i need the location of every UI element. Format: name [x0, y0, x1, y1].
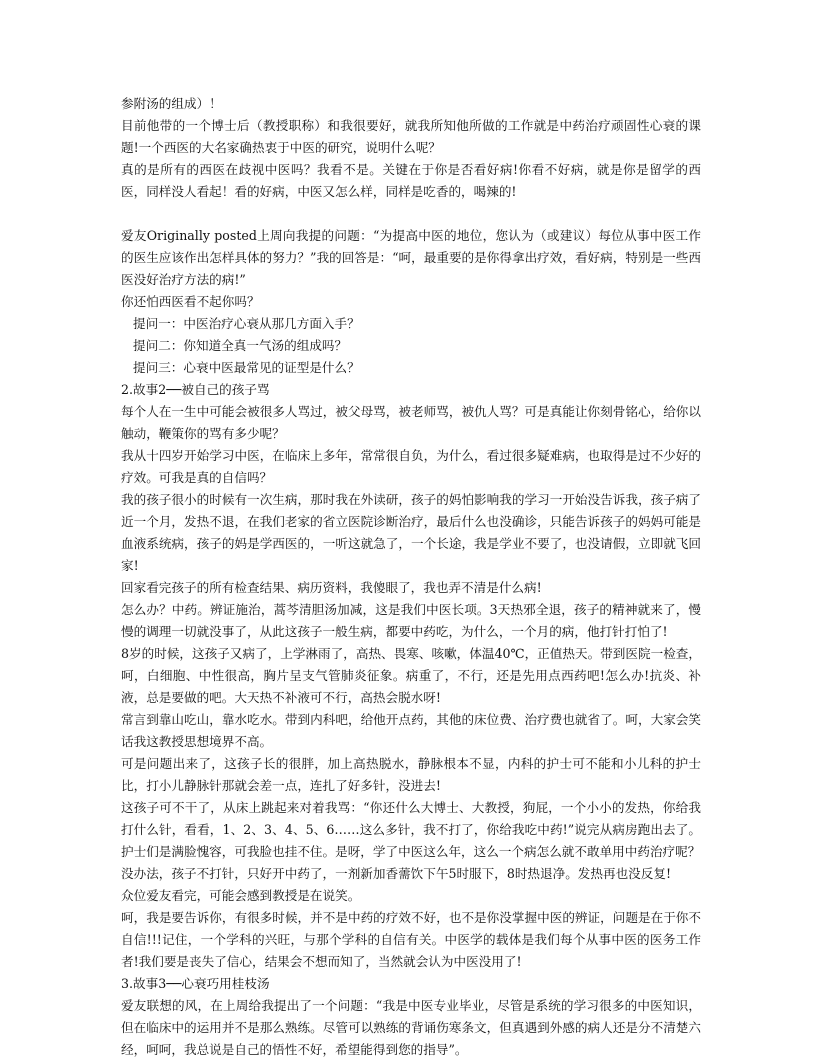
paragraph-17: 呵，我是要告诉你，有很多时候，并不是中药的疗效不好，也不是你没掌握中医的辨证，问题是在于你不自信!!!记住，一个学科的兴旺，与那个学科的自信有关。中医学的载体是我们每个从事中医的医务工作者!我们要是丧失了信心，结果会不想而知了，当然就会认为中医没用了!	[121, 910, 701, 969]
paragraph-5: 你还怕西医看不起你吗？	[121, 294, 260, 309]
paragraph-13: 可是问题出来了，这孩子长的很胖，加上高热脱水，静脉根本不显，内科的护士可不能和小儿科的护士比，打小儿静脉针那就会差一点，连扎了好多针，没进去!	[121, 756, 701, 793]
paragraph-8: 我的孩子很小的时候有一次生病，那时我在外读研，孩子的妈怕影响我的学习一开始没告诉我，孩子病了近一个月，发热不退，在我们老家的省立医院诊断治疗，最后什么也没确诊，只能告诉孩子的妈妈可能是血液系统病，孩子的妈是学西医的，一听这就急了，一个长途，我是学业不要了，也没请假，立即就飞回家!	[121, 492, 701, 573]
document-body	[121, 93, 701, 1061]
question-2: 提问二：你知道全真一气汤的组成吗？	[133, 338, 348, 353]
paragraph-3: 真的是所有的西医在歧视中医吗？我看不是。关键在于你是否看好病!你看不好病，就是你是留学的西医，同样没人看起！看的好病，中医又怎么样，同样是吃香的，喝辣的!	[121, 162, 701, 199]
paragraph-11: 8岁的时候，这孩子又病了，上学淋雨了，高热、畏寒、咳嗽，体温40℃，正值热天。带到医院一检查，呵，白细胞、中性很高，胸片呈支气管肺炎征象。病重了，不行，还是先用点西药吧!怎么办!抗炎、补液，总是要做的吧。大天热不补液可不行，高热会脱水呀!	[121, 646, 701, 705]
blank-line	[121, 203, 701, 225]
paragraph-15: 没办法，孩子不打针，只好开中药了，一剂新加香薷饮下午5时服下，8时热退净。发热再也没反复!	[121, 866, 672, 881]
paragraph-4: 爱友Originally posted上周向我提的问题：“为提高中医的地位，您认为（或建议）每位从事中医工作的医生应该作出怎样具体的努力？”我的回答是：“呵，最重要的是你得拿出疗效，看好病，特别是一些西医没好治疗方法的病!”	[121, 228, 701, 287]
question-1: 提问一：中医治疗心衰从那几方面入手？	[133, 316, 360, 331]
paragraph-18: 爱友联想的风，在上周给我提出了一个问题：“我是中医专业毕业，尽管是系统的学习很多的中医知识，但在临床中的运用并不是那么熟练。尽管可以熟练的背诵伤寒条文，但真遇到外感的病人还是分不清楚六经，呵呵，我总说是自己的悟性不好，希望能得到您的指导”。	[121, 998, 701, 1057]
section-heading-3: 3.故事3──心衰巧用桂枝汤	[121, 976, 270, 991]
paragraph-12: 常言到靠山吃山，靠水吃水。带到内科吧，给他开点药，其他的床位费、治疗费也就省了。呵，大家会笑话我这教授思想境界不高。	[121, 712, 701, 749]
paragraph-2: 目前他带的一个博士后（教授职称）和我很要好，就我所知他所做的工作就是中药治疗顽固性心衰的课题!一个西医的大名家确热衷于中医的研究，说明什么呢？	[121, 118, 701, 155]
section-heading-2: 2.故事2──被自己的孩子骂	[121, 382, 270, 397]
paragraph-10: 怎么办？中药。辨证施治，蒿芩清胆汤加减，这是我们中医长项。3天热邪全退，孩子的精神就来了，慢慢的调理一切就没事了，从此这孩子一般生病，都要中药吃，为什么，一个月的病，他打针打怕了!	[121, 602, 701, 639]
question-3: 提问三：心衰中医最常见的证型是什么？	[133, 360, 360, 375]
paragraph-1: 参附汤的组成）！	[121, 96, 222, 111]
paragraph-7: 我从十四岁开始学习中医，在临床上多年，常常很自负，为什么，看过很多疑难病，也取得是过不少好的疗效。可我是真的自信吗？	[121, 448, 701, 485]
paragraph-9: 回家看完孩子的所有检查结果、病历资料，我傻眼了，我也弄不清是什么病!	[121, 580, 542, 595]
paragraph-14: 这孩子可不干了，从床上跳起来对着我骂：“你还什么大博士、大教授，狗屁，一个小小的发热，你给我打什么针，看看，1、2、3、4、5、6……这么多针，我不打了，你给我吃中药!”说完从病房跑出去了。护士们是满脸愧容，可我脸也挂不住。是呀，学了中医这么年，这么一个病怎么就不敢单用中药治疗呢？	[121, 800, 701, 859]
paragraph-6: 每个人在一生中可能会被很多人骂过，被父母骂，被老师骂，被仇人骂？可是真能让你刻骨铭心，给你以触动，鞭策你的骂有多少呢？	[121, 404, 701, 441]
paragraph-16: 众位爱友看完，可能会感到教授是在说笑。	[121, 888, 361, 903]
